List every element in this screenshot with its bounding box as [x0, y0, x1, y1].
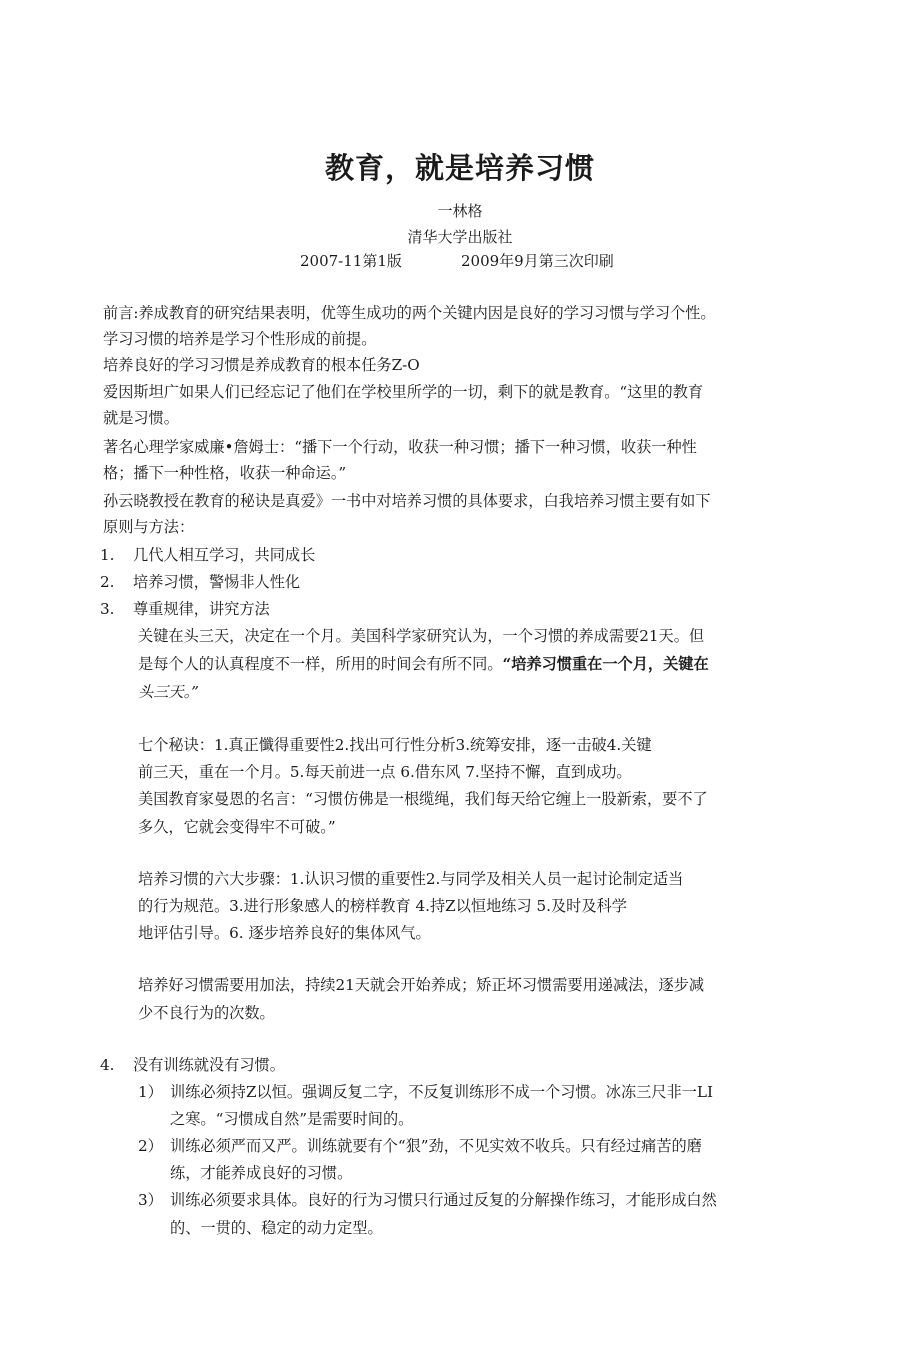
- subitem-number: 1）: [138, 1083, 163, 1101]
- intro-line: 前言:养成教育的研究结果表明，优等生成功的两个关键内因是良好的学习习惯与学习个性。: [103, 304, 716, 322]
- method-line: 少不良行为的次数。: [138, 1004, 275, 1022]
- author-line: 一林格: [437, 202, 483, 220]
- intro-line: 学习习惯的培养是学习个性形成的前提。: [103, 330, 377, 348]
- detail-line: [138, 657, 709, 672]
- subitem-line: 训练必须要求具体。良好的行为习惯只行通过反复的分解操作练习，才能形成白然: [170, 1191, 717, 1209]
- secret-line: 七个秘诀：1.真正懺得重要性2.找出可行性分析3.统筹安排，逐一击破4.关键: [138, 736, 652, 754]
- principle-text: 没有训练就没有习惯。: [133, 1056, 285, 1074]
- intro-line: 就是习惯。: [103, 409, 179, 427]
- emphasis-quote: “培养习惯重在一个月，关键在: [502, 655, 709, 673]
- steps-line: 的行为规范。3.进行形象感人的榜样教育 4.持Z以恒地练习 5.及时及科学: [138, 897, 627, 915]
- publisher-line: 清华大学出版社: [407, 228, 513, 246]
- edition-first: 2007-11第1版: [300, 252, 402, 270]
- subitem-line: 训练必须持Z以恒。强调反复二字，不反复训练形不成一个习惯。冰冻三尺非一LI: [170, 1083, 714, 1101]
- quote-line: 多久，它就会变得牢不可破。”: [138, 818, 336, 836]
- principle-text: 几代人相互学习，共同成长: [133, 546, 316, 564]
- principle-number: 3.: [100, 600, 115, 618]
- detail-text: 是每个人的认真程度不一样，所用的时间会有所不同。: [138, 655, 503, 673]
- intro-line: 爱因斯坦广如果人们已经忘记了他们在学校里所学的一切，剩下的就是教育。“这里的教育: [103, 383, 704, 401]
- intro-line: 培养良好的学习习惯是养成教育的根本任务Z-O: [103, 356, 420, 374]
- document-title: 教育，就是培养习惯: [324, 151, 595, 185]
- steps-line: 培养习惯的六大步骤：1.认识习惯的重要性2.与同学及相关人员一起讨论制定适当: [138, 870, 684, 888]
- emphasis-quote-end: 头三天。”: [138, 683, 199, 701]
- principle-number: 4.: [100, 1056, 115, 1074]
- subitem-line: 训练必须严而又严。训练就要有个“狠”劲，不见实效不收兵。只有经过痛苦的磨: [170, 1137, 702, 1155]
- edition-print: 2009年9月第三次印刷: [461, 252, 614, 270]
- principle-text: 尊重规律，讲究方法: [133, 600, 270, 618]
- detail-line: 关键在头三天，决定在一个月。美国科学家研究认为，一个习惯的养成需要21天。但: [138, 627, 705, 645]
- intro-line: 原则与方法：: [103, 518, 195, 536]
- quote-line: 美国教育家曼恩的名言：“习惯仿佛是一根缆绳，我们每天给它缠上一股新索，要不了: [138, 790, 708, 808]
- intro-line: 孙云晓教授在教育的秘诀是真爱》一书中对培养习惯的具体要求，白我培养习惯主要有如下: [103, 492, 711, 510]
- principle-text: 培养习惯，警惕非人性化: [133, 573, 301, 591]
- subitem-line: 的、一贯的、稳定的动力定型。: [170, 1219, 383, 1237]
- subitem-number: 3）: [138, 1191, 163, 1209]
- method-line: 培养好习惯需要用加法，持续21天就会开始养成；矫正坏习惯需要用递减法，逐步减: [138, 976, 705, 994]
- subitem-line: 之寒。“习惯成自然”是需要时间的。: [170, 1110, 414, 1128]
- subitem-number: 2）: [138, 1137, 163, 1155]
- secret-line: 前三天，重在一个月。5.每天前进一点 6.借东风 7.坚持不懈，直到成功。: [138, 763, 632, 781]
- principle-number: 2.: [100, 573, 115, 591]
- steps-line: 地评估引导。6. 逐步培养良好的集体风气。: [138, 924, 431, 942]
- intro-line: 格；播下一种性格，收获一种命运。”: [103, 464, 347, 482]
- subitem-line: 练，才能养成良好的习惯。: [170, 1164, 353, 1182]
- intro-line: 著名心理学家威廉•詹姆士：“播下一个行动，收获一种习惯；播下一种习惯，收获一种性: [103, 438, 697, 456]
- principle-number: 1.: [100, 546, 115, 564]
